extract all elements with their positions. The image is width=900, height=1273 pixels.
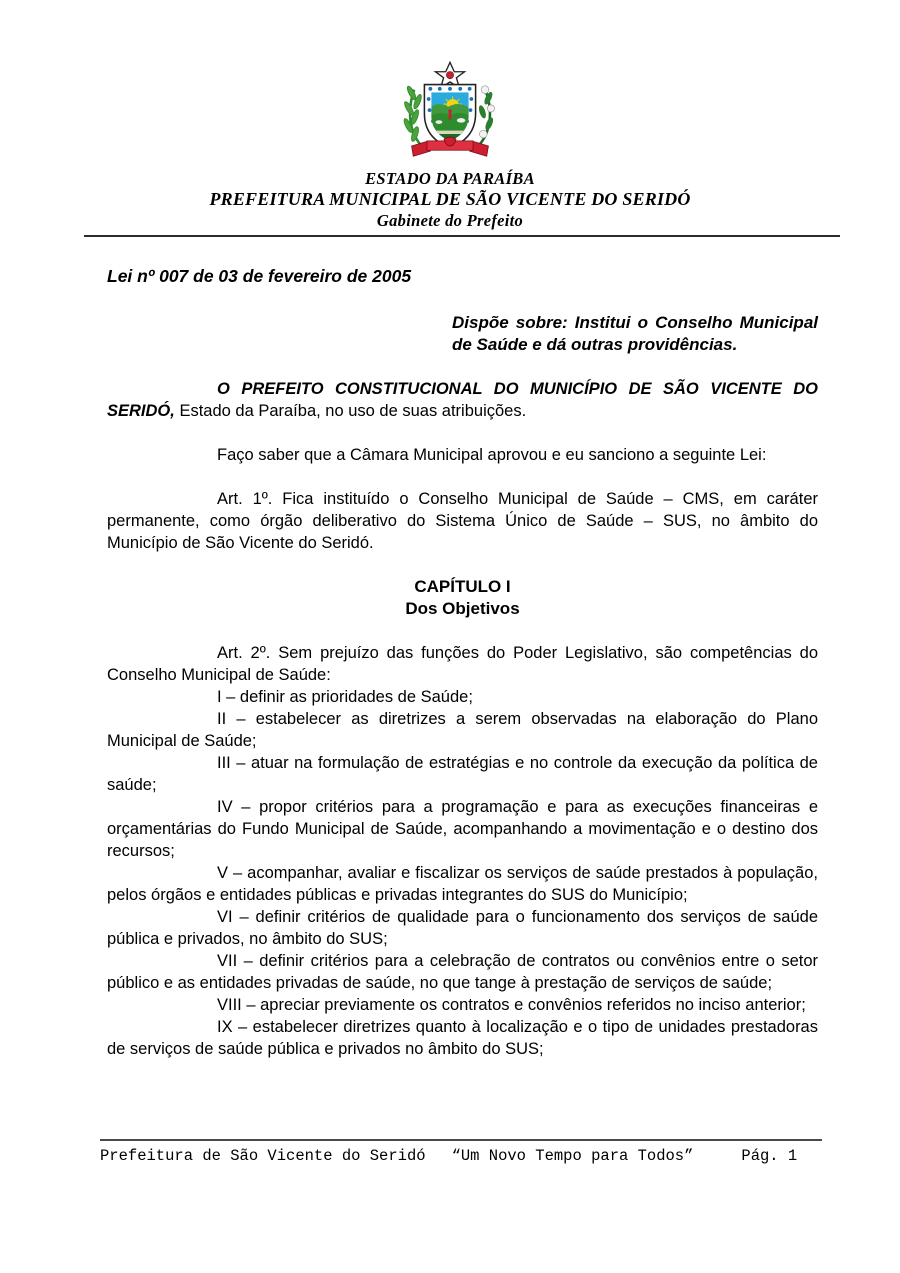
footer-entity: Prefeitura de São Vicente do Seridó [100, 1147, 426, 1165]
chapter-title: Dos Objetivos [405, 599, 520, 619]
footer-motto: “Um Novo Tempo para Todos” [451, 1147, 694, 1165]
law-epigraph: Dispõe sobre: Institui o Conselho Municipal de Saúde e dá outras providências. [452, 313, 818, 355]
article-1: Art. 1º. Fica instituído o Conselho Municipal de Saúde – CMS, em caráter permanente, como órgão deliberativo do Sistema Único de Saúde – SUS, no âmbito do Município de São Vicente do Seridó. [107, 490, 818, 553]
header-emblem-wrap [0, 0, 900, 167]
preamble-continuation: Estado da Paraíba, no uso de suas atribuições. [174, 402, 527, 421]
article-2-item-9: IX – estabelecer diretrizes quanto à localização e o tipo de unidades prestadoras de serviços de saúde pública e privados no âmbito do SUS; [107, 1018, 818, 1059]
letterhead [0, 169, 900, 231]
footer-page-number: Pág. 1 [741, 1147, 798, 1165]
letterhead-municipality: PREFEITURA MUNICIPAL DE SÃO VICENTE DO SERIDÓ [209, 189, 691, 210]
law-body [107, 265, 818, 1060]
letterhead-office: Gabinete do Prefeito [376, 211, 524, 231]
letterhead-state: ESTADO DA PARAÍBA [365, 169, 535, 188]
enactment-clause: Faço saber que a Câmara Municipal aprovou e eu sanciono a seguinte Lei: [217, 446, 767, 465]
article-2-item-3: III – atuar na formulação de estratégias e no controle da execução da política de saúde; [107, 754, 818, 795]
article-2-item-8: VIII – apreciar previamente os contratos e convênios referidos no inciso anterior; [217, 996, 806, 1015]
header-divider [84, 235, 840, 237]
article-2-intro: Art. 2º. Sem prejuízo das funções do Poder Legislativo, são competências do Conselho Municipal de Saúde: [107, 644, 818, 685]
article-2-item-2: II – estabelecer as diretrizes a serem observadas na elaboração do Plano Municipal de Saúde; [107, 710, 818, 751]
law-title: Lei nº 007 de 03 de fevereiro de 2005 [107, 266, 412, 287]
article-2-item-6: VI – definir critérios de qualidade para o funcionamento dos serviços de saúde pública e privados, no âmbito do SUS; [107, 908, 818, 949]
preamble-authority: O PREFEITO CONSTITUCIONAL DO MUNICÍPIO DE SÃO VICENTE DO SERIDÓ, [107, 380, 818, 421]
law-preamble [107, 378, 818, 422]
article-2-item-4: IV – propor critérios para a programação e para as execuções financeiras e orçamentárias do Fundo Municipal de Saúde, acompanhando a movimentação e o destino dos recursos; [107, 798, 818, 861]
chapter-number: CAPÍTULO I [414, 577, 511, 597]
article-2-item-1: I – definir as prioridades de Saúde; [217, 688, 473, 707]
paraiba-coat-of-arms-icon [386, 60, 514, 162]
article-2-item-5: V – acompanhar, avaliar e fiscalizar os serviços de saúde prestados à população, pelos órgãos e entidades públicas e privadas integrantes do SUS do Município; [107, 864, 818, 905]
article-2-item-7: VII – definir critérios para a celebração de contratos ou convênios entre o setor público e as entidades privadas de saúde, no que tange à prestação de serviços de saúde; [107, 952, 818, 993]
chapter-heading [107, 576, 818, 620]
page-footer [100, 1139, 822, 1165]
